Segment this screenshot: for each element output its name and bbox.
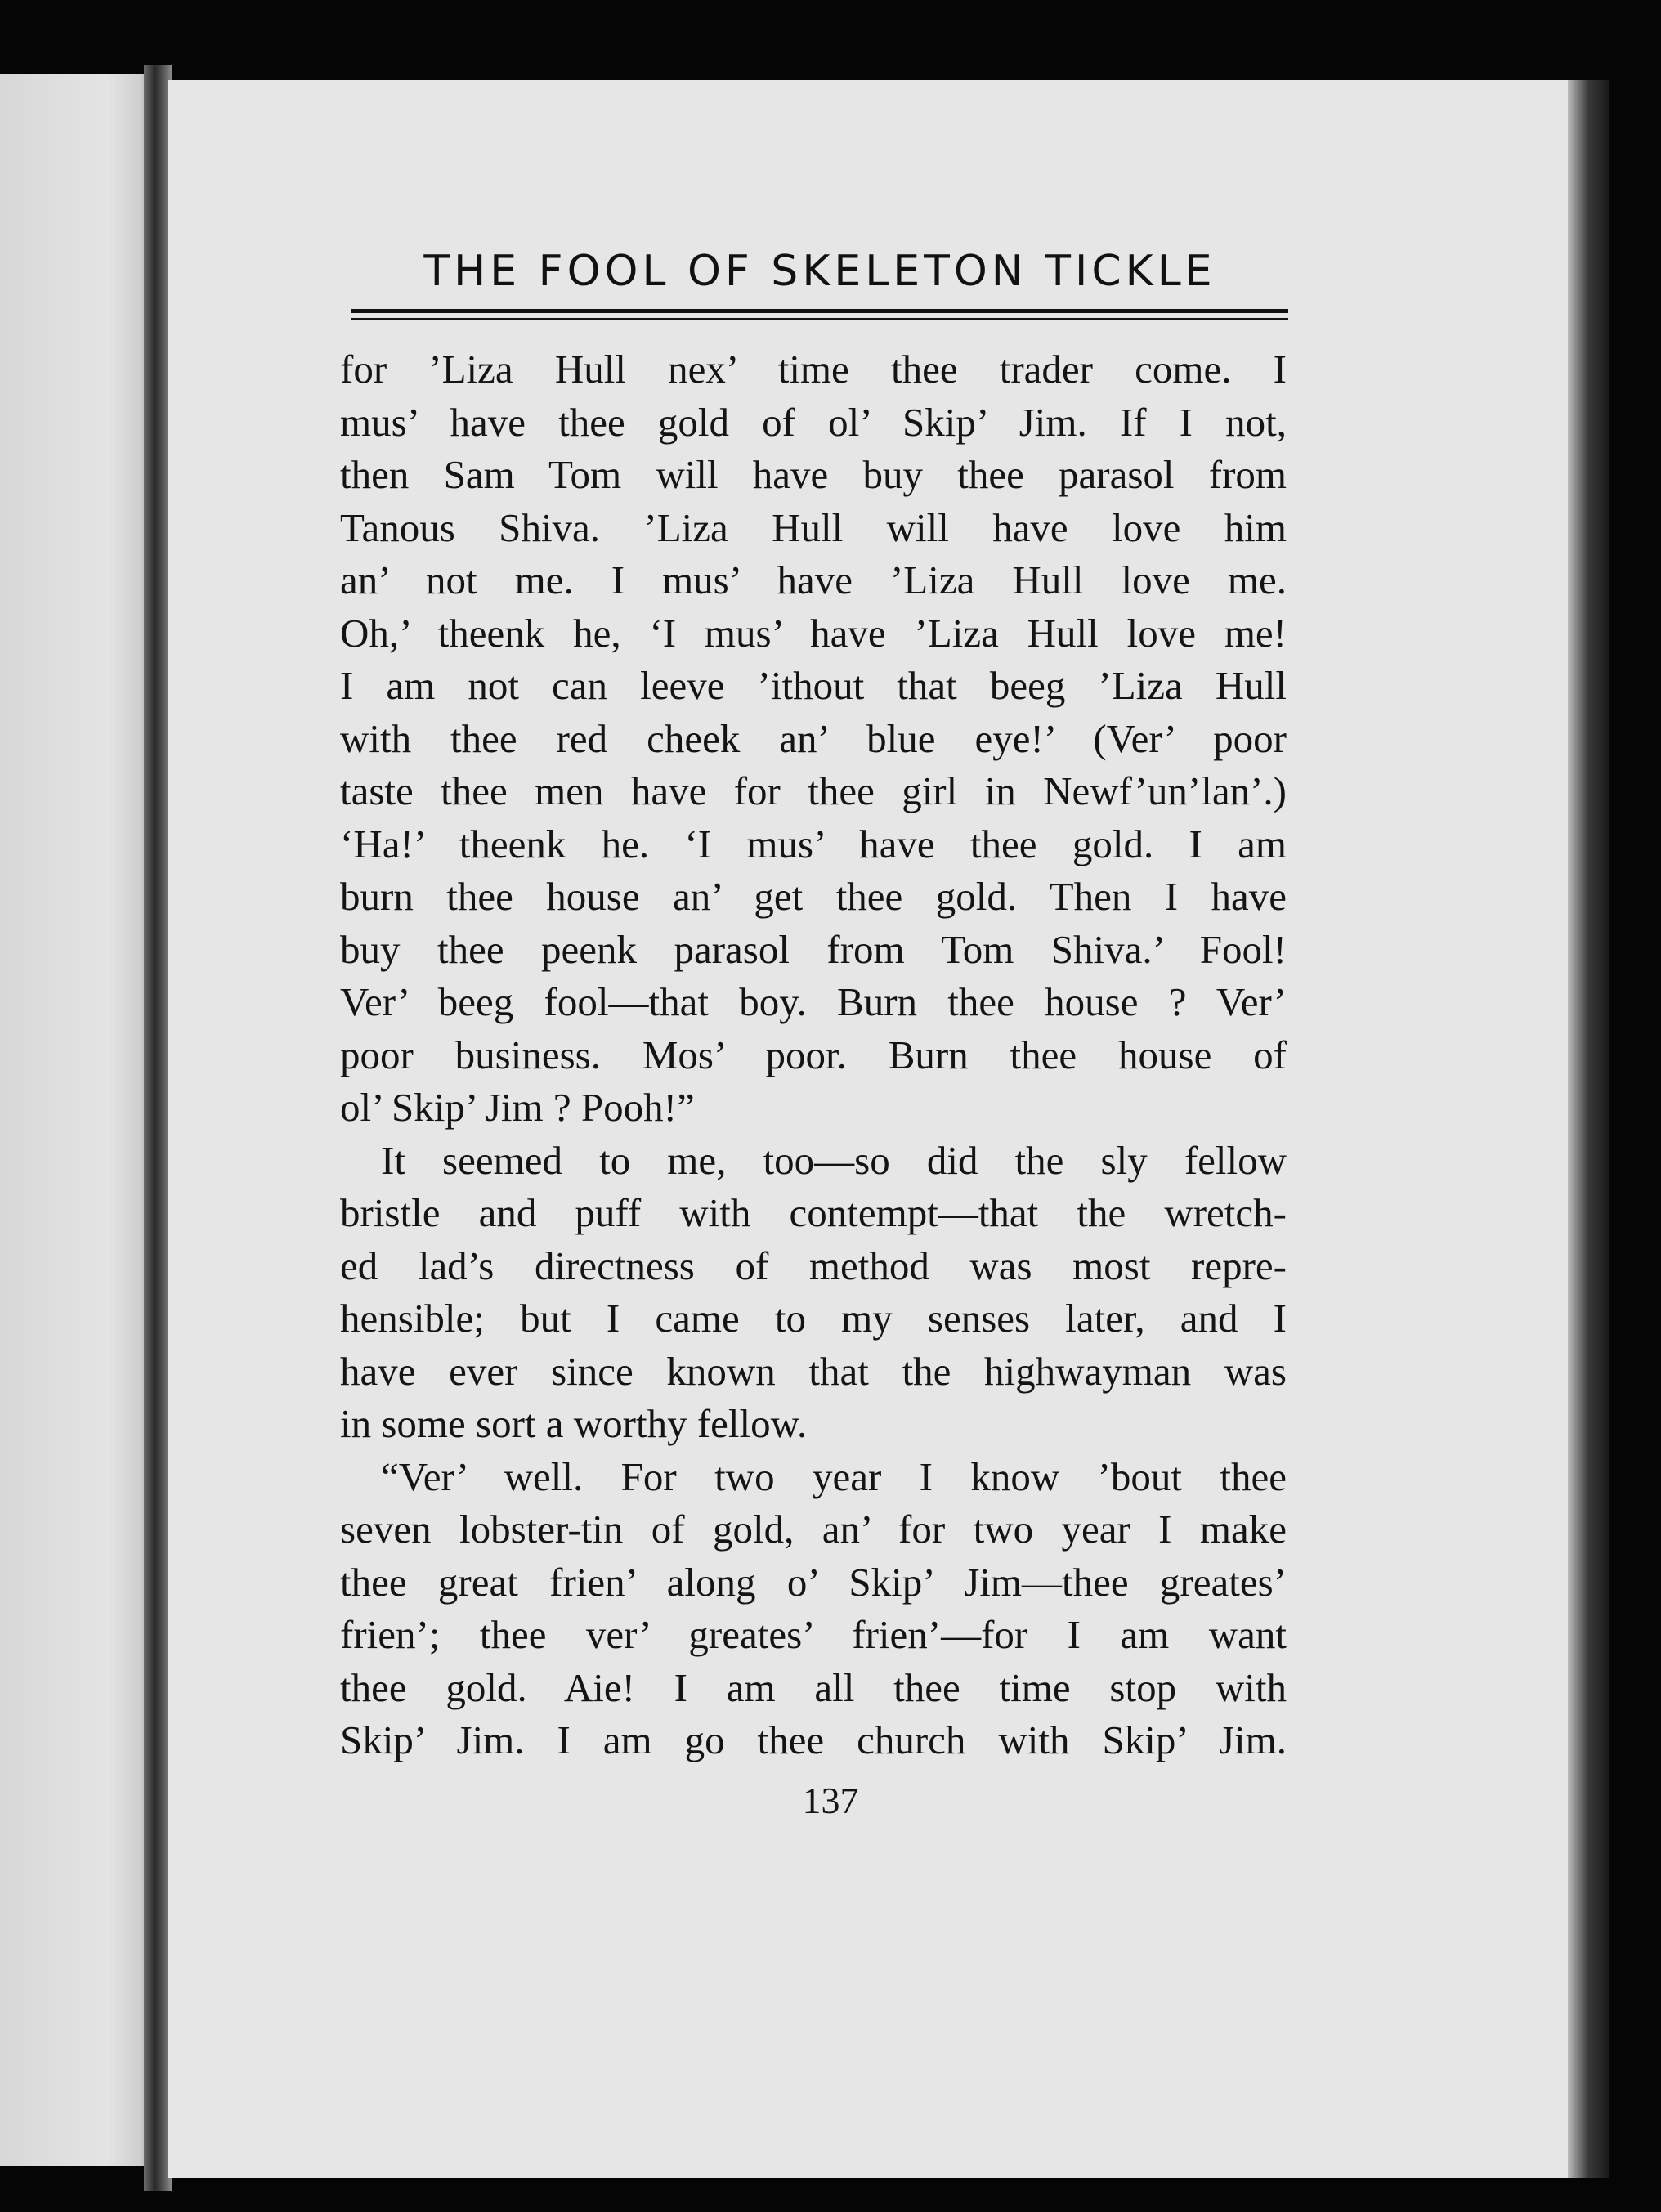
header-rule-thick (351, 309, 1288, 313)
text-line: Ver’ beeg fool—that boy. Burn thee house ? Ver’ (340, 979, 1287, 1024)
text-line: mus’ have thee gold of ol’ Skip’ Jim. If I not, (340, 399, 1287, 445)
text-line: seven lobster-tin of gold, an’ for two year I make (340, 1507, 1287, 1552)
text-line: Tanous Shiva. ’Liza Hull will have love him (340, 504, 1287, 550)
page-edge-shadow (1568, 80, 1609, 2178)
text-line: poor business. Mos’ poor. Burn thee house of (340, 1032, 1287, 1077)
text-line: with thee red cheek an’ blue eye!’ (Ver’ poor (340, 715, 1287, 761)
text-line: ed lad’s directness of method was most repre- (340, 1243, 1287, 1288)
text-line: burn thee house an’ get thee gold. Then I have (340, 874, 1287, 919)
text-line: Skip’ Jim. I am go thee church with Skip’ Jim. (340, 1717, 1287, 1762)
text-line: thee great frien’ along o’ Skip’ Jim—thee greates’ (340, 1559, 1287, 1605)
text-line: in some sort a worthy fellow. (340, 1401, 808, 1446)
text-line: It seemed to me, too—so did the sly fellow (381, 1137, 1287, 1183)
page-number: 137 (802, 1780, 859, 1821)
facing-page-edge (0, 74, 155, 2166)
running-head: THE FOOL OF SKELETON TICKLE (423, 247, 1216, 296)
text-line: bristle and puff with contempt—that the wretch- (340, 1190, 1287, 1235)
text-line: taste thee men have for thee girl in Newf’un’lan’.) (340, 768, 1287, 813)
text-line: I am not can leeve ’ithout that beeg ’Liza Hull (340, 663, 1287, 708)
text-line: then Sam Tom will have buy thee parasol from (340, 452, 1287, 497)
text-line: ‘Ha!’ theenk he. ‘I mus’ have thee gold. I am (340, 821, 1287, 866)
text-line: thee gold. Aie! I am all thee time stop with (340, 1664, 1287, 1710)
page-header (351, 245, 1288, 320)
text-line: have ever since known that the highwayman was (340, 1348, 1287, 1394)
header-rule-thin (351, 318, 1288, 320)
body-text (340, 343, 1287, 1767)
text-line: hensible; but I came to my senses later, and I (340, 1296, 1287, 1341)
text-line: buy thee peenk parasol from Tom Shiva.’ Fool! (340, 926, 1287, 972)
text-line: Oh,’ theenk he, ‘I mus’ have ’Liza Hull love me! (340, 610, 1287, 656)
text-line: “Ver’ well. For two year I know ’bout thee (381, 1453, 1287, 1499)
text-line: an’ not me. I mus’ have ’Liza Hull love me. (340, 557, 1287, 602)
text-line: for ’Liza Hull nex’ time thee trader come. I (340, 347, 1287, 392)
text-line: ol’ Skip’ Jim ? Pooh!” (340, 1085, 695, 1130)
book-gutter (144, 65, 172, 2191)
text-line: frien’; thee ver’ greates’ frien’—for I am want (340, 1612, 1287, 1657)
